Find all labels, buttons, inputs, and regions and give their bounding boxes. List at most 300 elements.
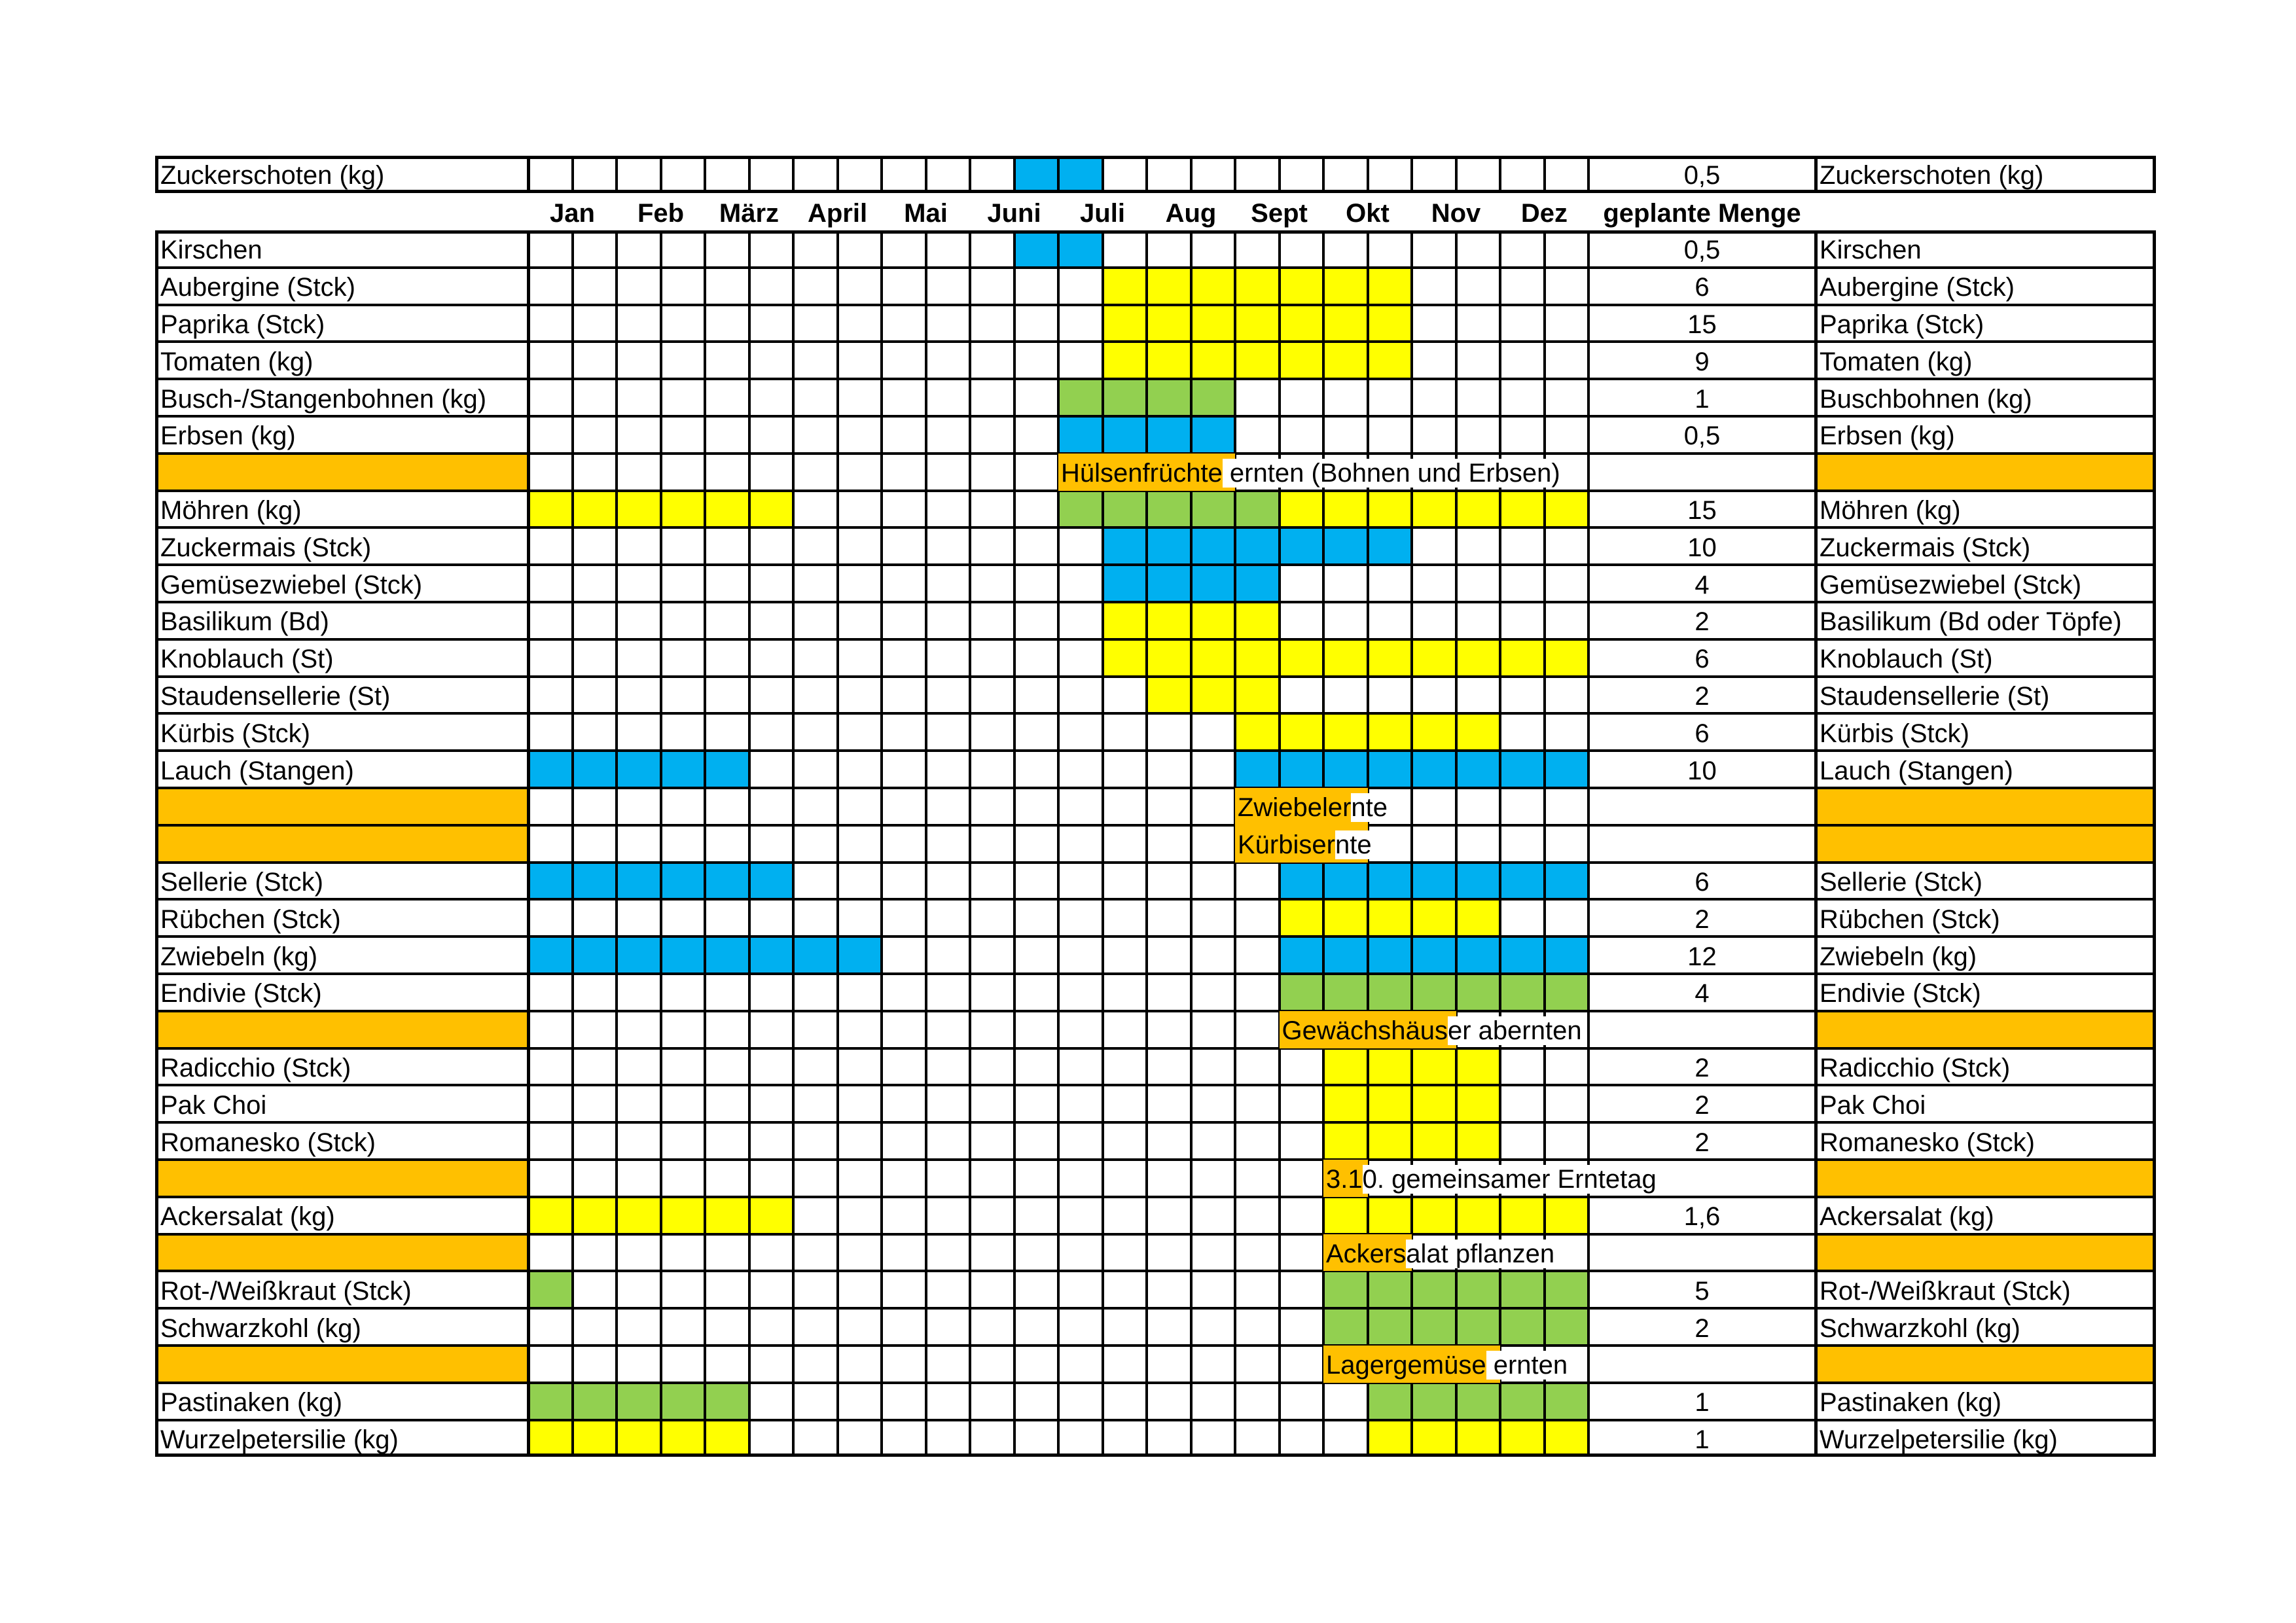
harvest-half-month-cell xyxy=(926,899,971,936)
harvest-half-month-cell xyxy=(749,677,794,714)
harvest-half-month-cell xyxy=(705,230,749,268)
crop-name: Radicchio (Stck) xyxy=(160,1054,351,1082)
harvest-half-month-cell xyxy=(1368,974,1412,1011)
harvest-half-month-cell xyxy=(705,156,749,193)
half-month-cell xyxy=(1280,1160,1324,1197)
harvest-half-month-cell xyxy=(1456,379,1501,416)
harvest-half-month-cell xyxy=(705,639,749,677)
harvest-half-month-cell xyxy=(1014,1271,1059,1308)
half-month-cell xyxy=(661,1234,706,1272)
harvest-half-month-cell xyxy=(617,565,661,602)
harvest-half-month-cell xyxy=(1014,1085,1059,1122)
half-month-cell xyxy=(1147,825,1191,863)
harvest-half-month-cell xyxy=(1014,491,1059,528)
harvest-half-month-cell xyxy=(617,1383,661,1420)
half-month-cell xyxy=(661,454,706,491)
harvest-half-month-cell xyxy=(793,1085,838,1122)
half-month-cell xyxy=(1103,1011,1147,1048)
harvest-half-month-cell xyxy=(1280,379,1324,416)
harvest-half-month-cell xyxy=(661,230,706,268)
harvest-half-month-cell xyxy=(1058,491,1103,528)
harvest-half-month-cell xyxy=(1235,527,1280,565)
harvest-half-month-cell xyxy=(1280,1048,1324,1086)
harvest-half-month-cell xyxy=(661,156,706,193)
harvest-half-month-cell xyxy=(1191,527,1236,565)
harvest-half-month-cell xyxy=(926,230,971,268)
right-crop-name: Radicchio (Stck) xyxy=(1820,1054,2011,1082)
planned-amount: 6 xyxy=(1695,273,1710,302)
half-month-cell xyxy=(573,1346,617,1383)
harvest-half-month-cell xyxy=(882,1085,926,1122)
half-month-cell xyxy=(926,1011,971,1048)
harvest-half-month-cell xyxy=(1235,1420,1280,1457)
harvest-half-month-cell xyxy=(1368,527,1412,565)
harvest-half-month-cell xyxy=(1545,1383,1589,1420)
harvest-half-month-cell xyxy=(1456,751,1501,788)
harvest-half-month-cell xyxy=(1412,1383,1456,1420)
harvest-half-month-cell xyxy=(793,713,838,751)
harvest-half-month-cell xyxy=(1545,416,1589,454)
harvest-half-month-cell xyxy=(970,1308,1014,1346)
harvest-half-month-cell xyxy=(882,1383,926,1420)
planned-amount-header: geplante Menge xyxy=(1603,199,1801,228)
harvest-half-month-cell xyxy=(1500,305,1545,342)
harvest-half-month-cell xyxy=(1235,1383,1280,1420)
harvest-half-month-cell xyxy=(573,899,617,936)
harvest-half-month-cell xyxy=(661,416,706,454)
half-month-cell xyxy=(749,454,794,491)
harvest-half-month-cell xyxy=(528,751,573,788)
harvest-half-month-cell xyxy=(838,751,882,788)
half-month-cell xyxy=(1235,1234,1280,1272)
harvest-half-month-cell xyxy=(1280,230,1324,268)
harvest-half-month-cell xyxy=(573,863,617,900)
half-month-cell xyxy=(573,825,617,863)
harvest-half-month-cell xyxy=(1412,565,1456,602)
crop-name: Tomaten (kg) xyxy=(160,347,314,376)
harvest-half-month-cell xyxy=(661,1383,706,1420)
harvest-half-month-cell xyxy=(1545,1271,1589,1308)
harvest-half-month-cell xyxy=(1147,527,1191,565)
planned-amount: 10 xyxy=(1687,533,1717,562)
harvest-half-month-cell xyxy=(617,1271,661,1308)
harvest-half-month-cell xyxy=(1235,1048,1280,1086)
planned-amount: 6 xyxy=(1695,719,1710,748)
harvest-half-month-cell xyxy=(1235,565,1280,602)
half-month-cell xyxy=(1147,1346,1191,1383)
harvest-half-month-cell xyxy=(1500,863,1545,900)
harvest-half-month-cell xyxy=(1456,230,1501,268)
harvest-half-month-cell xyxy=(1235,268,1280,305)
harvest-half-month-cell xyxy=(926,863,971,900)
harvest-half-month-cell xyxy=(1323,268,1368,305)
half-month-cell xyxy=(882,788,926,825)
half-month-cell xyxy=(838,1160,882,1197)
harvest-half-month-cell xyxy=(1191,230,1236,268)
harvest-half-month-cell xyxy=(1103,379,1147,416)
half-month-cell xyxy=(749,1346,794,1383)
harvest-half-month-cell xyxy=(1412,974,1456,1011)
half-month-cell xyxy=(661,1346,706,1383)
harvest-half-month-cell xyxy=(970,899,1014,936)
harvest-half-month-cell xyxy=(1368,639,1412,677)
harvest-half-month-cell xyxy=(1280,899,1324,936)
harvest-half-month-cell xyxy=(1412,1122,1456,1160)
harvest-half-month-cell xyxy=(1280,1122,1324,1160)
half-month-cell xyxy=(926,825,971,863)
right-crop-name: Knoblauch (St) xyxy=(1820,645,1993,674)
harvest-half-month-cell xyxy=(1545,1122,1589,1160)
harvest-half-month-cell xyxy=(528,565,573,602)
harvest-half-month-cell xyxy=(749,863,794,900)
harvest-half-month-cell xyxy=(970,639,1014,677)
harvest-half-month-cell xyxy=(882,1271,926,1308)
harvest-half-month-cell xyxy=(793,491,838,528)
harvest-half-month-cell xyxy=(1545,602,1589,639)
harvest-half-month-cell xyxy=(1103,751,1147,788)
harvest-half-month-cell xyxy=(926,677,971,714)
half-month-cell xyxy=(705,825,749,863)
harvest-half-month-cell xyxy=(1103,1122,1147,1160)
crop-name: Zuckermais (Stck) xyxy=(160,533,372,562)
harvest-half-month-cell xyxy=(705,677,749,714)
month-header-12: Dez xyxy=(1520,199,1568,228)
harvest-half-month-cell xyxy=(1191,1197,1236,1234)
task-note xyxy=(1282,1018,1582,1044)
task-note xyxy=(1326,1166,1657,1192)
harvest-half-month-cell xyxy=(838,379,882,416)
harvest-half-month-cell xyxy=(1280,602,1324,639)
harvest-half-month-cell xyxy=(926,491,971,528)
harvest-half-month-cell xyxy=(1456,1197,1501,1234)
harvest-half-month-cell xyxy=(1191,1420,1236,1457)
harvest-half-month-cell xyxy=(1147,1197,1191,1234)
harvest-half-month-cell xyxy=(749,602,794,639)
harvest-half-month-cell xyxy=(1545,1048,1589,1086)
harvest-half-month-cell xyxy=(1014,936,1059,974)
task-marker-cell xyxy=(1816,1011,2156,1048)
task-marker-cell xyxy=(1816,1234,2156,1272)
harvest-half-month-cell xyxy=(1014,751,1059,788)
harvest-half-month-cell xyxy=(705,491,749,528)
harvest-half-month-cell xyxy=(661,1048,706,1086)
harvest-half-month-cell xyxy=(1014,974,1059,1011)
harvest-half-month-cell xyxy=(838,863,882,900)
harvest-half-month-cell xyxy=(1191,305,1236,342)
harvest-half-month-cell xyxy=(749,1122,794,1160)
harvest-half-month-cell xyxy=(1058,751,1103,788)
harvest-half-month-cell xyxy=(838,1085,882,1122)
planned-amount: 2 xyxy=(1695,682,1710,711)
harvest-half-month-cell xyxy=(528,1308,573,1346)
harvest-half-month-cell xyxy=(1014,230,1059,268)
harvest-half-month-cell xyxy=(661,713,706,751)
harvest-half-month-cell xyxy=(1280,639,1324,677)
harvest-half-month-cell xyxy=(1323,565,1368,602)
right-crop-name: Möhren (kg) xyxy=(1820,496,1961,525)
half-month-cell xyxy=(1368,825,1412,863)
harvest-half-month-cell xyxy=(1368,1085,1412,1122)
task-note xyxy=(1238,794,1388,821)
harvest-half-month-cell xyxy=(528,974,573,1011)
harvest-half-month-cell xyxy=(1058,1383,1103,1420)
harvest-half-month-cell xyxy=(1456,899,1501,936)
harvest-half-month-cell xyxy=(1280,936,1324,974)
harvest-half-month-cell xyxy=(1368,342,1412,379)
harvest-half-month-cell xyxy=(926,1122,971,1160)
harvest-half-month-cell xyxy=(1147,863,1191,900)
harvest-half-month-cell xyxy=(1412,491,1456,528)
harvest-half-month-cell xyxy=(1014,899,1059,936)
harvest-half-month-cell xyxy=(617,751,661,788)
task-note-highlight: Lagergemüse xyxy=(1326,1351,1486,1380)
half-month-cell xyxy=(661,825,706,863)
crop-name: Lauch (Stangen) xyxy=(160,756,354,785)
harvest-half-month-cell xyxy=(838,342,882,379)
harvest-half-month-cell xyxy=(926,602,971,639)
harvest-half-month-cell xyxy=(661,639,706,677)
planned-amount: 6 xyxy=(1695,645,1710,674)
harvest-half-month-cell xyxy=(705,379,749,416)
harvest-half-month-cell xyxy=(1014,156,1059,193)
harvest-half-month-cell xyxy=(1235,602,1280,639)
harvest-half-month-cell xyxy=(1368,1271,1412,1308)
harvest-half-month-cell xyxy=(749,156,794,193)
harvest-half-month-cell xyxy=(705,1308,749,1346)
half-month-cell xyxy=(617,1160,661,1197)
harvest-half-month-cell xyxy=(1191,565,1236,602)
harvest-half-month-cell xyxy=(1323,1383,1368,1420)
harvest-half-month-cell xyxy=(882,713,926,751)
harvest-half-month-cell xyxy=(528,639,573,677)
harvest-half-month-cell xyxy=(926,1420,971,1457)
crop-name: Zwiebeln (kg) xyxy=(160,942,318,971)
harvest-half-month-cell xyxy=(838,899,882,936)
half-month-cell xyxy=(1058,1234,1103,1272)
harvest-half-month-cell xyxy=(617,1420,661,1457)
harvest-half-month-cell xyxy=(1545,1420,1589,1457)
harvest-half-month-cell xyxy=(617,863,661,900)
half-month-cell xyxy=(838,788,882,825)
harvest-half-month-cell xyxy=(1545,565,1589,602)
crop-name: Basilikum (Bd) xyxy=(160,607,329,637)
harvest-half-month-cell xyxy=(1323,156,1368,193)
month-header-3: März xyxy=(719,199,780,228)
harvest-half-month-cell xyxy=(1147,305,1191,342)
half-month-cell xyxy=(1103,1160,1147,1197)
harvest-half-month-cell xyxy=(617,342,661,379)
harvest-half-month-cell xyxy=(1280,156,1324,193)
harvest-half-month-cell xyxy=(882,677,926,714)
half-month-cell xyxy=(1191,1346,1236,1383)
harvest-half-month-cell xyxy=(1235,156,1280,193)
harvest-half-month-cell xyxy=(1147,342,1191,379)
crop-name: Endivie (Stck) xyxy=(160,979,322,1008)
harvest-half-month-cell xyxy=(573,1420,617,1457)
harvest-half-month-cell xyxy=(1500,342,1545,379)
harvest-half-month-cell xyxy=(1412,379,1456,416)
harvest-half-month-cell xyxy=(573,1085,617,1122)
crop-name: Zuckerschoten (kg) xyxy=(160,161,385,190)
harvest-half-month-cell xyxy=(528,1271,573,1308)
half-month-cell xyxy=(1014,1346,1059,1383)
right-crop-name: Zuckermais (Stck) xyxy=(1820,533,2031,562)
harvest-half-month-cell xyxy=(1500,565,1545,602)
right-crop-name: Endivie (Stck) xyxy=(1820,979,1981,1008)
harvest-half-month-cell xyxy=(1456,416,1501,454)
right-crop-name: Pastinaken (kg) xyxy=(1820,1388,2001,1418)
half-month-cell xyxy=(1191,825,1236,863)
harvest-half-month-cell xyxy=(1103,156,1147,193)
harvest-half-month-cell xyxy=(528,602,573,639)
harvest-half-month-cell xyxy=(882,751,926,788)
harvest-half-month-cell xyxy=(926,1197,971,1234)
harvest-half-month-cell xyxy=(1191,751,1236,788)
harvest-half-month-cell xyxy=(1323,527,1368,565)
harvest-half-month-cell xyxy=(1368,416,1412,454)
harvest-half-month-cell xyxy=(1368,677,1412,714)
half-month-cell xyxy=(1103,788,1147,825)
half-month-cell xyxy=(1191,788,1236,825)
harvest-half-month-cell xyxy=(1103,713,1147,751)
task-note-highlight: Gewächshäus xyxy=(1282,1016,1448,1046)
harvest-half-month-cell xyxy=(838,527,882,565)
harvest-half-month-cell xyxy=(926,1308,971,1346)
task-note xyxy=(1326,1352,1568,1378)
planned-amount: 2 xyxy=(1695,1128,1710,1157)
half-month-cell xyxy=(793,1346,838,1383)
harvest-half-month-cell xyxy=(1412,268,1456,305)
half-month-cell xyxy=(528,1346,573,1383)
harvest-half-month-cell xyxy=(1058,1271,1103,1308)
harvest-half-month-cell xyxy=(1323,230,1368,268)
half-month-cell xyxy=(749,1011,794,1048)
task-note-highlight: Hülsenfrüchte xyxy=(1061,459,1223,488)
harvest-half-month-cell xyxy=(926,1383,971,1420)
planned-amount: 1 xyxy=(1695,1388,1710,1418)
harvest-half-month-cell xyxy=(1014,268,1059,305)
harvest-half-month-cell xyxy=(528,1420,573,1457)
harvest-half-month-cell xyxy=(1014,677,1059,714)
harvest-half-month-cell xyxy=(749,416,794,454)
harvest-half-month-cell xyxy=(793,1197,838,1234)
right-crop-name: Tomaten (kg) xyxy=(1820,347,1973,376)
half-month-cell xyxy=(705,1160,749,1197)
harvest-half-month-cell xyxy=(528,156,573,193)
harvest-half-month-cell xyxy=(1147,416,1191,454)
harvest-half-month-cell xyxy=(1545,1308,1589,1346)
harvest-half-month-cell xyxy=(1412,1420,1456,1457)
harvest-half-month-cell xyxy=(749,1308,794,1346)
harvest-half-month-cell xyxy=(749,1383,794,1420)
harvest-half-month-cell xyxy=(1280,1308,1324,1346)
harvest-half-month-cell xyxy=(838,305,882,342)
harvest-half-month-cell xyxy=(970,1048,1014,1086)
harvest-half-month-cell xyxy=(1191,1308,1236,1346)
harvest-half-month-cell xyxy=(926,268,971,305)
half-month-cell xyxy=(573,1011,617,1048)
harvest-half-month-cell xyxy=(1014,1308,1059,1346)
harvest-half-month-cell xyxy=(1368,379,1412,416)
harvest-half-month-cell xyxy=(528,713,573,751)
task-note-highlight: Zwiebeler xyxy=(1238,793,1352,823)
harvest-half-month-cell xyxy=(1323,342,1368,379)
harvest-half-month-cell xyxy=(573,974,617,1011)
harvest-half-month-cell xyxy=(1235,1197,1280,1234)
harvest-half-month-cell xyxy=(793,863,838,900)
harvest-half-month-cell xyxy=(1412,416,1456,454)
harvest-half-month-cell xyxy=(1545,936,1589,974)
harvest-half-month-cell xyxy=(882,230,926,268)
harvest-half-month-cell xyxy=(1235,1122,1280,1160)
right-crop-name: Basilikum (Bd oder Töpfe) xyxy=(1820,607,2122,637)
crop-name: Rübchen (Stck) xyxy=(160,904,341,934)
harvest-half-month-cell xyxy=(1235,936,1280,974)
harvest-half-month-cell xyxy=(793,1122,838,1160)
half-month-cell xyxy=(617,454,661,491)
harvest-half-month-cell xyxy=(1191,677,1236,714)
harvest-half-month-cell xyxy=(1412,677,1456,714)
harvest-half-month-cell xyxy=(1014,305,1059,342)
harvest-half-month-cell xyxy=(661,527,706,565)
harvest-half-month-cell xyxy=(528,677,573,714)
half-month-cell xyxy=(617,1346,661,1383)
half-month-cell xyxy=(1456,825,1501,863)
harvest-half-month-cell xyxy=(1191,936,1236,974)
task-marker-cell xyxy=(1816,454,2156,491)
harvest-half-month-cell xyxy=(882,342,926,379)
half-month-cell xyxy=(970,1011,1014,1048)
task-marker-cell xyxy=(155,1234,528,1272)
harvest-half-month-cell xyxy=(1014,1122,1059,1160)
task-marker-cell xyxy=(155,1346,528,1383)
harvest-half-month-cell xyxy=(926,305,971,342)
harvest-half-month-cell xyxy=(705,1420,749,1457)
harvest-half-month-cell xyxy=(528,268,573,305)
harvest-half-month-cell xyxy=(1191,899,1236,936)
harvest-half-month-cell xyxy=(838,677,882,714)
harvest-half-month-cell xyxy=(1280,1085,1324,1122)
harvest-half-month-cell xyxy=(1103,268,1147,305)
harvest-half-month-cell xyxy=(793,230,838,268)
half-month-cell xyxy=(1147,788,1191,825)
right-divider xyxy=(1814,230,1818,1457)
harvest-half-month-cell xyxy=(1191,379,1236,416)
planned-amount: 12 xyxy=(1687,942,1717,971)
harvest-half-month-cell xyxy=(1103,565,1147,602)
harvest-half-month-cell xyxy=(1368,1122,1412,1160)
half-month-cell xyxy=(1058,788,1103,825)
harvest-half-month-cell xyxy=(749,305,794,342)
harvest-half-month-cell xyxy=(1412,230,1456,268)
harvest-half-month-cell xyxy=(1412,602,1456,639)
harvest-half-month-cell xyxy=(1147,1271,1191,1308)
task-note xyxy=(1061,460,1560,486)
month-header-2: Feb xyxy=(637,199,685,228)
harvest-half-month-cell xyxy=(882,565,926,602)
harvest-half-month-cell xyxy=(705,1271,749,1308)
harvest-half-month-cell xyxy=(1368,899,1412,936)
right-crop-name: Zwiebeln (kg) xyxy=(1820,942,1977,971)
harvest-half-month-cell xyxy=(793,974,838,1011)
harvest-half-month-cell xyxy=(1368,305,1412,342)
half-month-cell xyxy=(705,1346,749,1383)
half-month-cell xyxy=(661,788,706,825)
harvest-half-month-cell xyxy=(926,342,971,379)
harvest-half-month-cell xyxy=(1368,156,1412,193)
harvest-half-month-cell xyxy=(793,1048,838,1086)
harvest-half-month-cell xyxy=(749,899,794,936)
